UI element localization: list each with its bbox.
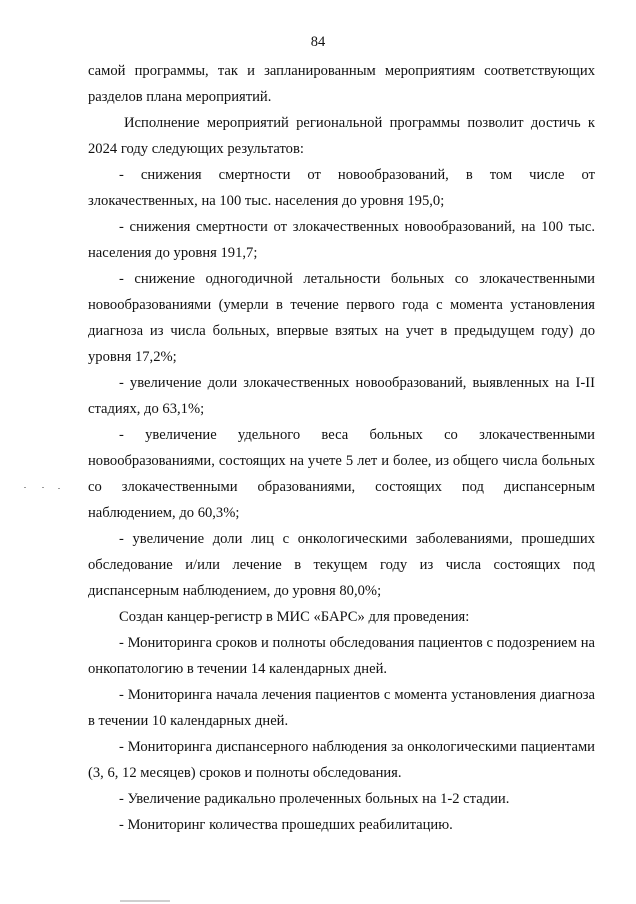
scan-edge-mark [120, 900, 170, 902]
result-item: - увеличение доли лиц с онкологическими заболеваниями, прошедших обследование и/или лечение в текущем году из числа состоящих под диспансерным наблюдением, до уровня 80,0%; [88, 531, 595, 599]
monitoring-item: - Мониторинга сроков и полноты обследования пациентов с подозрением на онкопатологию в течении 14 календарных дней. [88, 635, 595, 677]
document-body [88, 58, 595, 838]
result-item: - снижение одногодичной летальности больных со злокачественными новообразованиями (умерли в течение первого года с момента установления диагноза из числа больных, впервые взятых на учет в предыдущем году) до уровня 17,2%; [88, 271, 595, 365]
result-item: - снижения смертности от злокачественных новообразований, на 100 тыс. населения до уровня 191,7; [88, 219, 595, 261]
result-item: - увеличение удельного веса больных со злокачественными новообразованиями, состоящих на учете 5 лет и более, из общего числа больных со злокачественными образованиями, состоящих под диспансерным наблюдением, до 60,3%; [88, 427, 595, 521]
page-number: 84 [310, 34, 326, 50]
scan-speck [42, 487, 44, 488]
scan-speck [24, 487, 26, 488]
monitoring-item: - Мониторинг количества прошедших реабилитацию. [119, 817, 453, 833]
paragraph-intro: Исполнение мероприятий региональной программы позволит достичь к 2024 году следующих результатов: [88, 115, 595, 157]
result-item: - снижения смертности от новообразований, в том числе от злокачественных, на 100 тыс. населения до уровня 195,0; [88, 167, 595, 209]
paragraph-registry: Создан канцер-регистр в МИС «БАРС» для проведения: [119, 609, 470, 625]
monitoring-item: - Увеличение радикально пролеченных больных на 1-2 стадии. [119, 791, 510, 807]
result-item: - увеличение доли злокачественных новообразований, выявленных на I-II стадиях, до 63,1%; [88, 375, 595, 417]
paragraph-continuation: самой программы, так и запланированным мероприятиям соответствующих разделов плана мероприятий. [88, 63, 595, 105]
monitoring-item: - Мониторинга диспансерного наблюдения за онкологическими пациентами (3, 6, 12 месяцев) сроков и полноты обследования. [88, 739, 595, 781]
monitoring-item: - Мониторинга начала лечения пациентов с момента установления диагноза в течении 10 календарных дней. [88, 687, 595, 729]
scan-speck [58, 488, 60, 489]
